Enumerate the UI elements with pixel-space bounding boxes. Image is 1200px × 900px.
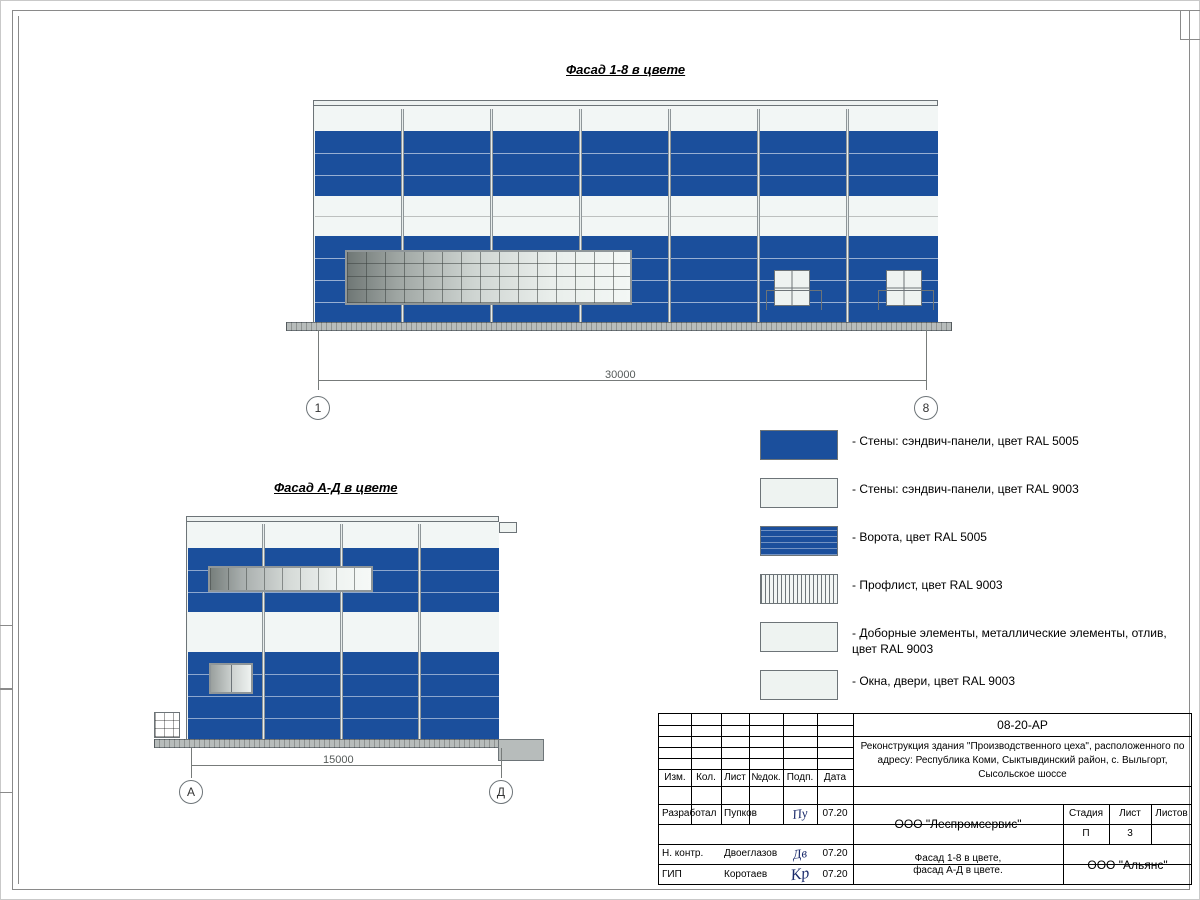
list-label: Лист	[1119, 808, 1141, 819]
signature-razrabotal: Пу	[791, 805, 809, 822]
panel-joint-line	[315, 153, 938, 154]
axis-bubble-1: 1	[306, 396, 330, 420]
column-header-izm: Изм.	[664, 771, 686, 783]
drawing-number: 08-20-АР	[997, 718, 1048, 732]
panel-joint-line	[188, 592, 499, 593]
column-header-data: Дата	[823, 771, 847, 783]
legend-swatch-trim-ral9003	[760, 622, 838, 652]
panel-joint-line	[188, 696, 499, 697]
wall-band-white-middle	[188, 612, 499, 652]
legend-item	[760, 622, 1190, 670]
legend-item	[760, 526, 1190, 574]
title-block	[658, 713, 1192, 885]
legend-swatch-wall-ral5005	[760, 430, 838, 460]
legend-swatch-windows-ral9003	[760, 670, 838, 700]
legend-swatch-wall-ral9003	[760, 478, 838, 508]
column-header-list: Лист	[724, 771, 746, 783]
panel-joint-line	[315, 216, 938, 217]
dimension-value-30000: 30000	[605, 369, 636, 381]
facade-mullion	[418, 524, 421, 741]
axis-extension-right	[501, 748, 502, 778]
gate-glazing-grid	[347, 252, 630, 303]
wall-band-white-top	[188, 522, 499, 548]
axis-extension-right	[926, 330, 927, 390]
row-name-gip: Коротаев	[724, 868, 768, 880]
facade-a-d-glazed-strip	[208, 566, 373, 592]
legend-label: - Стены: сэндвич-панели, цвет RAL 5005	[852, 434, 1079, 448]
wall-band-white-top	[315, 106, 938, 131]
tb-rule	[659, 786, 1192, 787]
axis-bubble-d: Д	[489, 780, 513, 804]
axis-extension-left	[318, 330, 319, 390]
column-header-ndok: №док.	[751, 771, 781, 783]
legend-swatch-gate-ral5005	[760, 526, 838, 556]
facade-1-8-title: Фасад 1-8 в цвете	[566, 62, 686, 77]
legend-label: - Ворота, цвет RAL 5005	[852, 530, 987, 544]
legend-item	[760, 574, 1190, 622]
facade-mullion	[757, 109, 760, 326]
tb-rule	[659, 758, 853, 759]
legend-label: - Окна, двери, цвет RAL 9003	[852, 674, 1015, 688]
legend-label: - Профлист, цвет RAL 9003	[852, 578, 1003, 592]
sheet-title-line-1: Фасад 1-8 в цвете,	[914, 852, 1002, 864]
row-name-razrabotal: Пупков	[724, 808, 757, 819]
signature-nkontr: Дв	[791, 845, 808, 862]
stage-value: П	[1082, 828, 1090, 839]
right-margin-stub	[1180, 10, 1200, 40]
row-role-razrabotal: Разработал	[662, 808, 717, 819]
facade-a-d-elevation	[186, 516, 499, 742]
row-date-gip: 07.20	[822, 868, 848, 880]
axis-bubble-8: 8	[914, 396, 938, 420]
ground-hatch-a-d	[154, 739, 521, 748]
row-role-nkontr: Н. контр.	[662, 848, 704, 859]
lists-value	[1151, 824, 1192, 844]
panel-joint-line	[315, 175, 938, 176]
facade-1-8-glazed-gate	[345, 250, 632, 305]
color-legend	[760, 430, 1190, 718]
facade-mullion	[668, 109, 671, 326]
organization-name: ООО "Леспромсервис"	[894, 817, 1022, 831]
row-date-razrabotal: 07.20	[822, 808, 848, 819]
facade-a-d-window	[209, 663, 253, 694]
glazing-grid	[210, 568, 371, 590]
row-date-nkontr: 07.20	[822, 848, 848, 859]
column-header-podp: Подп.	[786, 771, 814, 783]
left-margin-stub-upper	[0, 625, 13, 689]
legend-item	[760, 430, 1190, 478]
facade-a-d-title: Фасад А-Д в цвете	[274, 480, 398, 495]
axis-extension-left	[191, 748, 192, 778]
facade-a-d-stairs	[154, 712, 180, 738]
stage-label: Стадия	[1068, 808, 1104, 819]
list-value: 3	[1127, 828, 1133, 839]
panel-joint-line	[188, 718, 499, 719]
roof-overhang-stub	[499, 522, 517, 533]
legend-item	[760, 670, 1190, 718]
row-name-nkontr: Двоеглазов	[724, 848, 778, 859]
entrance-railing-right	[878, 290, 934, 310]
signature-gip: Кр	[789, 864, 811, 884]
facade-mullion	[846, 109, 849, 326]
row-role-gip: ГИП	[662, 868, 682, 880]
window-mullion	[231, 665, 232, 692]
entrance-railing-left	[766, 290, 822, 310]
column-header-kol: Кол.	[696, 771, 716, 783]
tb-rule	[659, 725, 853, 726]
facade-mullion	[340, 524, 343, 741]
legend-swatch-profile-ral9003	[760, 574, 838, 604]
tb-rule	[659, 747, 853, 748]
legend-item	[760, 478, 1190, 526]
sheet-title-line-2: фасад А-Д в цвете.	[913, 864, 1003, 876]
left-margin-stub-lower	[0, 689, 13, 793]
wall-band-blue-upper	[315, 131, 938, 196]
tb-rule	[659, 736, 853, 737]
sheet-title	[853, 844, 1063, 885]
legend-label: - Стены: сэндвич-панели, цвет RAL 9003	[852, 482, 1079, 496]
lists-label: Листов	[1155, 808, 1188, 819]
axis-bubble-a: А	[179, 780, 203, 804]
facade-mullion	[262, 524, 265, 741]
dimension-value-15000: 15000	[323, 754, 354, 766]
company-name: ООО "Альянс"	[1087, 857, 1168, 872]
ground-step-right	[498, 739, 544, 761]
project-description: Реконструкция здания "Производственного цеха", расположенного по адресу: Республика Коми, Сыктывдинский район, с. Выльгорт, Сысольское шоссе	[860, 741, 1185, 780]
legend-label: - Доборные элементы, металлические элементы, отлив, цвет RAL 9003	[852, 626, 1167, 656]
ground-hatch-1-8	[286, 322, 952, 331]
